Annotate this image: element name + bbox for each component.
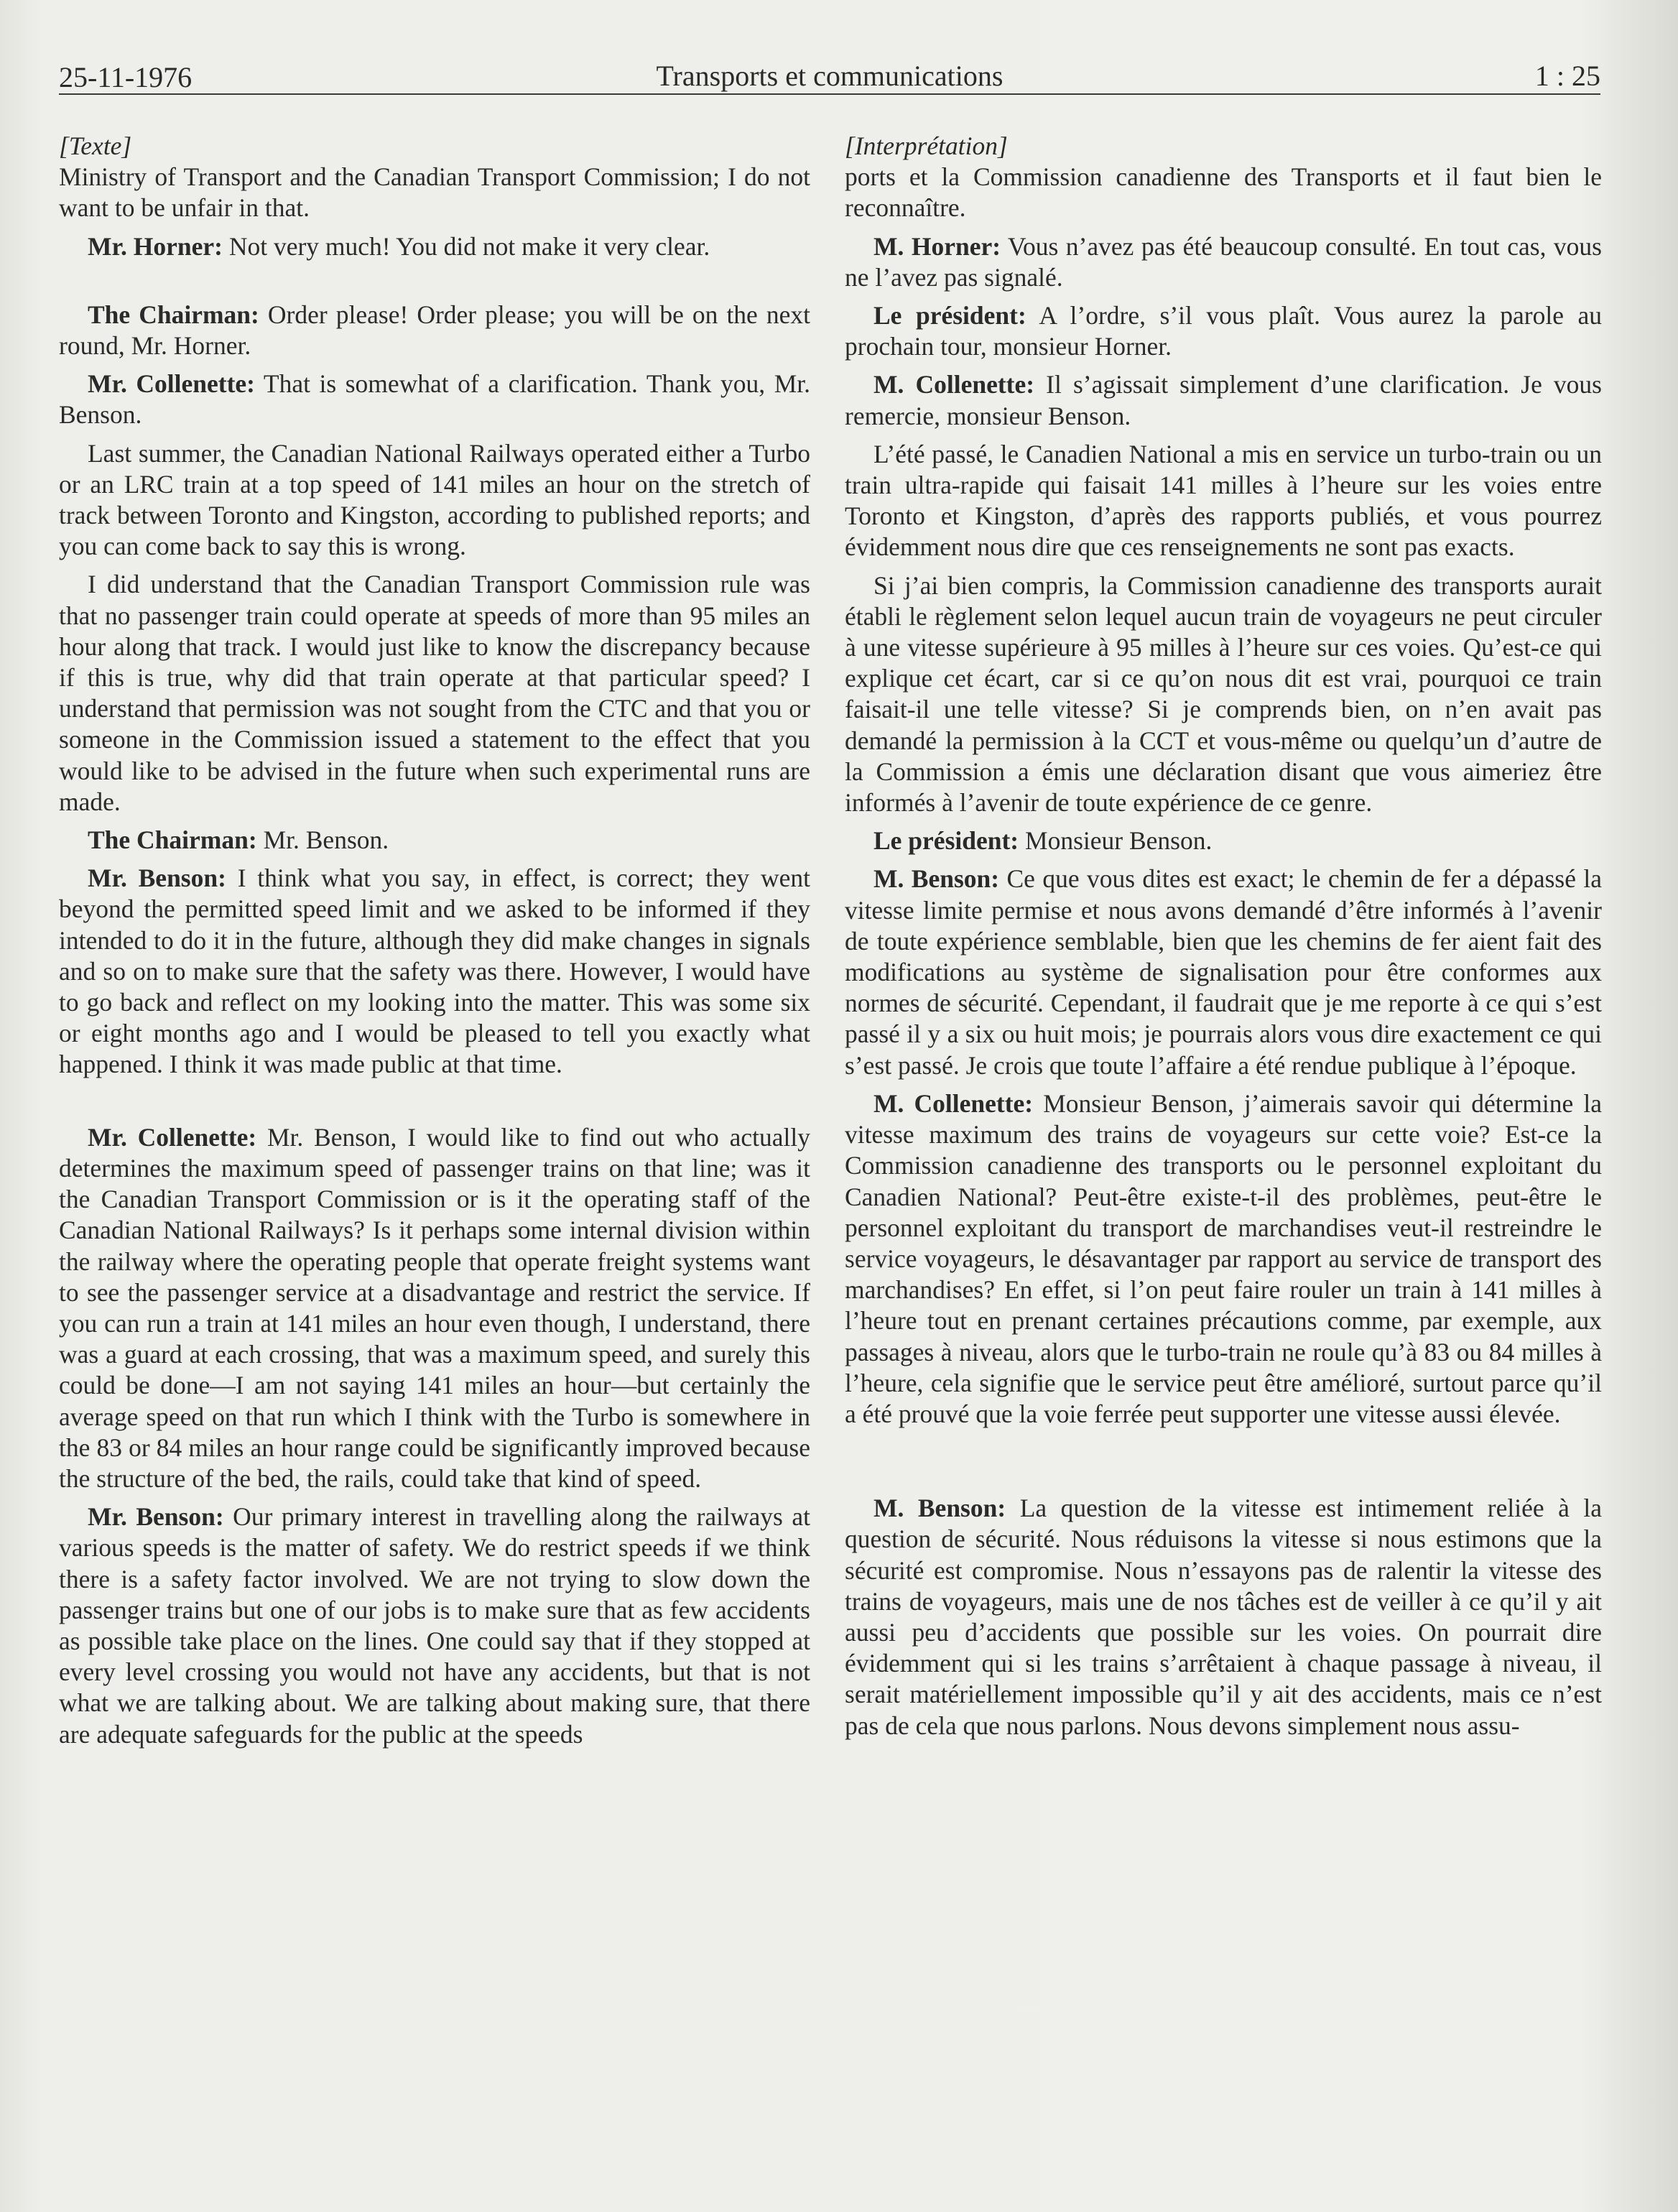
speaker-name: Mr. Collenette: xyxy=(88,1122,257,1152)
speech-text: A l’ordre, s’il vous plaît. Vous aurez la parole au prochain tour, monsieur Horner. xyxy=(845,301,1602,361)
speech-text: Monsieur Benson. xyxy=(1019,826,1213,856)
speech-text: La question de la vitesse est intimement reliée à la question de sécurité. Nous réduisons la vitesse si nous estimons que la sécurité est compromise. Nous n’essayons pas de ralentir la vitesse des trains de voyageurs, mais une de nos tâches est de veiller à ce qu’il y ait aussi peu d’accidents que possible sur les voies. On pourrait dire évidemment qui si les trains s’arrêtaient à chaque passage à niveau, il serait matériellement impossible qu’il y ait des accidents, mais ce n’est pas de cela que nous parlons. Nous devons simplement nous assu- xyxy=(845,1494,1602,1740)
paragraph xyxy=(59,1501,810,1750)
paragraph xyxy=(845,1493,1602,1741)
speaker-name: The Chairman: xyxy=(88,300,259,329)
paragraph xyxy=(59,1122,810,1494)
header-page-number: 1 : 25 xyxy=(1534,60,1600,92)
paragraph xyxy=(59,300,810,361)
text-tag: [Texte] xyxy=(59,131,132,160)
paragraph xyxy=(59,231,810,262)
speaker-name: Mr. Benson: xyxy=(88,1502,224,1532)
speaker-name: M. Collenette: xyxy=(873,370,1035,399)
speaker-name: Le président: xyxy=(873,826,1019,856)
paragraph xyxy=(59,369,810,430)
interpretation-tag: [Interprétation] xyxy=(845,131,1008,160)
paragraph xyxy=(845,825,1602,856)
english-column xyxy=(59,131,810,1757)
paragraph: Si j’ai bien compris, la Commission canadienne des transports aurait établi le règlement selon lequel aucun train de voyageurs ne peut circuler à une vitesse supérieure à 95 milles à l’heure sur ces voies. Qu’est-ce qui explique cet écart, car si ce qu’on nous dit est vrai, pourquoi ce train faisait-il une telle vitesse? Si je comprends bien, on n’en avait pas demandé la permission à la CCT et vous-même ou quelqu’un d’autre de la Commission a émis une déclaration disant que vous aimeriez être informés à l’avenir de toute expérience de ce genre. xyxy=(845,570,1602,818)
paragraph: Last summer, the Canadian National Railways operated either a Turbo or an LRC train at a top speed of 141 miles an hour on the stretch of track between Toronto and Kingston, according to published reports; and you can come back to say this is wrong. xyxy=(59,438,810,561)
speaker-name: M. Horner: xyxy=(873,231,1001,261)
speaker-name: M. Benson: xyxy=(873,864,1000,894)
speaker-name: Mr. Benson: xyxy=(88,864,226,893)
french-column xyxy=(845,131,1602,1749)
speech-text: Monsieur Benson, j’aimerais savoir qui détermine la vitesse maximum des trains de voyageurs sur cette voie? Est-ce la Commission canadienne des transports ou le personnel exploitant du Canadien National? Peut-être existe-t-il des problèmes, peut-être le personnel exploitant du transport de marchandises veut-il restreindre le service voyageurs, le désavantager par rapport au service de transport des marchandises? En effet, si l’on peut faire rouler un train à 141 milles à l’heure tout en prenant certaines précautions comme, par exemple, aux passages à niveau, alors que le turbo-train ne roule qu’à 83 ou 84 milles à l’heure, cela signifie que le service peut être amélioré, surtout parce qu’il a été prouvé que la voie ferrée peut supporter une vitesse aussi élevée. xyxy=(845,1088,1602,1428)
speaker-name: Le président: xyxy=(873,301,1026,330)
speaker-name: M. Collenette: xyxy=(873,1088,1034,1118)
speech-text: Il s’agissait simplement d’une clarification. Je vous remercie, monsieur Benson. xyxy=(845,370,1602,430)
speech-text: Ce que vous dites est exact; le chemin de fer a dépassé la vitesse limite permise et nous avons demandé d’être informés à l’avenir de toute expérience semblable, bien que les chemins de fer aient fait des modifications au système de signalisation pour être conformes aux normes de sécurité. Cependant, il faudrait que je me reporte à ce qui s’est passé il y a six ou huit mois; je pourrais alors vous dire exactement ce qui s’est passé. Je crois que toute l’affaire a été rendue publique à l’époque. xyxy=(845,864,1602,1080)
speech-text: Not very much! You did not make it very clear. xyxy=(222,231,710,261)
paragraph: ports et la Commission canadienne des Transports et il faut bien le reconnaître. xyxy=(845,162,1602,223)
speech-text: Our primary interest in travelling along the railways at various speeds is the matter of safety. We do restrict speeds if we think there is a safety factor involved. We are not trying to slow down the passenger trains but one of our jobs is to make sure that as few accidents as possible take place on the lines. One could say that if they stopped at every level crossing you would not have any accidents, but that is not what we are talking about. We are talking about making sure, that there are adequate safeguards for the public at the speeds xyxy=(59,1502,810,1749)
header-date: 25-11-1976 xyxy=(59,61,193,93)
speaker-name: Mr. Horner: xyxy=(88,231,223,261)
speaker-name: The Chairman: xyxy=(88,825,257,855)
speech-text: Order please! Order please; you will be on the next round, Mr. Horner. xyxy=(59,300,810,361)
speaker-name: Mr. Collenette: xyxy=(88,369,256,399)
paragraph xyxy=(845,1088,1602,1430)
page-header xyxy=(59,53,1600,95)
paragraph xyxy=(845,231,1602,293)
paragraph xyxy=(845,864,1602,1080)
paragraph xyxy=(59,825,810,856)
speech-text: Mr. Benson. xyxy=(256,825,389,855)
speech-text: That is somewhat of a clarification. Thank you, Mr. Benson. xyxy=(59,369,810,430)
paragraph xyxy=(845,300,1602,362)
paragraph xyxy=(845,369,1602,431)
speaker-name: M. Benson: xyxy=(873,1494,1006,1523)
speech-text: Vous n’avez pas été beaucoup consulté. En tout cas, vous ne l’avez pas signalé. xyxy=(845,231,1602,292)
paragraph: Ministry of Transport and the Canadian Transport Commission; I do not want to be unfair in that. xyxy=(59,162,810,223)
header-title: Transports et communications xyxy=(656,60,1003,92)
paragraph xyxy=(59,863,810,1080)
paragraph: L’été passé, le Canadien National a mis en service un turbo-train ou un train ultra-rapide qui faisait 141 milles à l’heure sur les voies entre Toronto et Kingston, d’après des rapports publiés, et vous pourrez évidemment nous dire que ces renseignements ne sont pas exacts. xyxy=(845,439,1602,562)
paragraph: I did understand that the Canadian Transport Commission rule was that no passenger train could operate at speeds of more than 95 miles an hour along that track. I would just like to know the discrepancy because if this is true, why did that train operate at that particular speed? I understand that permission was not sought from the CTC and that you or someone in the Commission issued a statement to the effect that you would like to be advised in the future when such experimental runs are made. xyxy=(59,570,810,816)
speech-text: I think what you say, in effect, is correct; they went beyond the permitted speed limit and we asked to be informed if they intended to do it in the future, although they did make changes in signals and so on to make sure that the safety was there. However, I would have to go back and reflect on my looking into the matter. This was some six or eight months ago and I would be pleased to tell you exactly what happened. I think it was made public at that time. xyxy=(59,864,810,1079)
speech-text: Mr. Benson, I would like to find out who actually determines the maximum speed of passenger trains on that line; was it the Canadian Transport Commission or is it the operating staff of the Canadian National Railways? Is it perhaps some internal division within the railway where the operating people that operate freight systems want to see the passenger service at a disadvantage and restrict the service. If you can run a train at 141 miles an hour even though, I understand, there was a guard at each crossing, that was a maximum speed, and surely this could be done—I am not saying 141 miles an hour—but certainly the average speed on that run which I think with the Turbo is somewhere in the 83 or 84 miles an hour range could be significantly improved because the structure of the bed, the rails, could take that kind of speed. xyxy=(59,1122,810,1493)
